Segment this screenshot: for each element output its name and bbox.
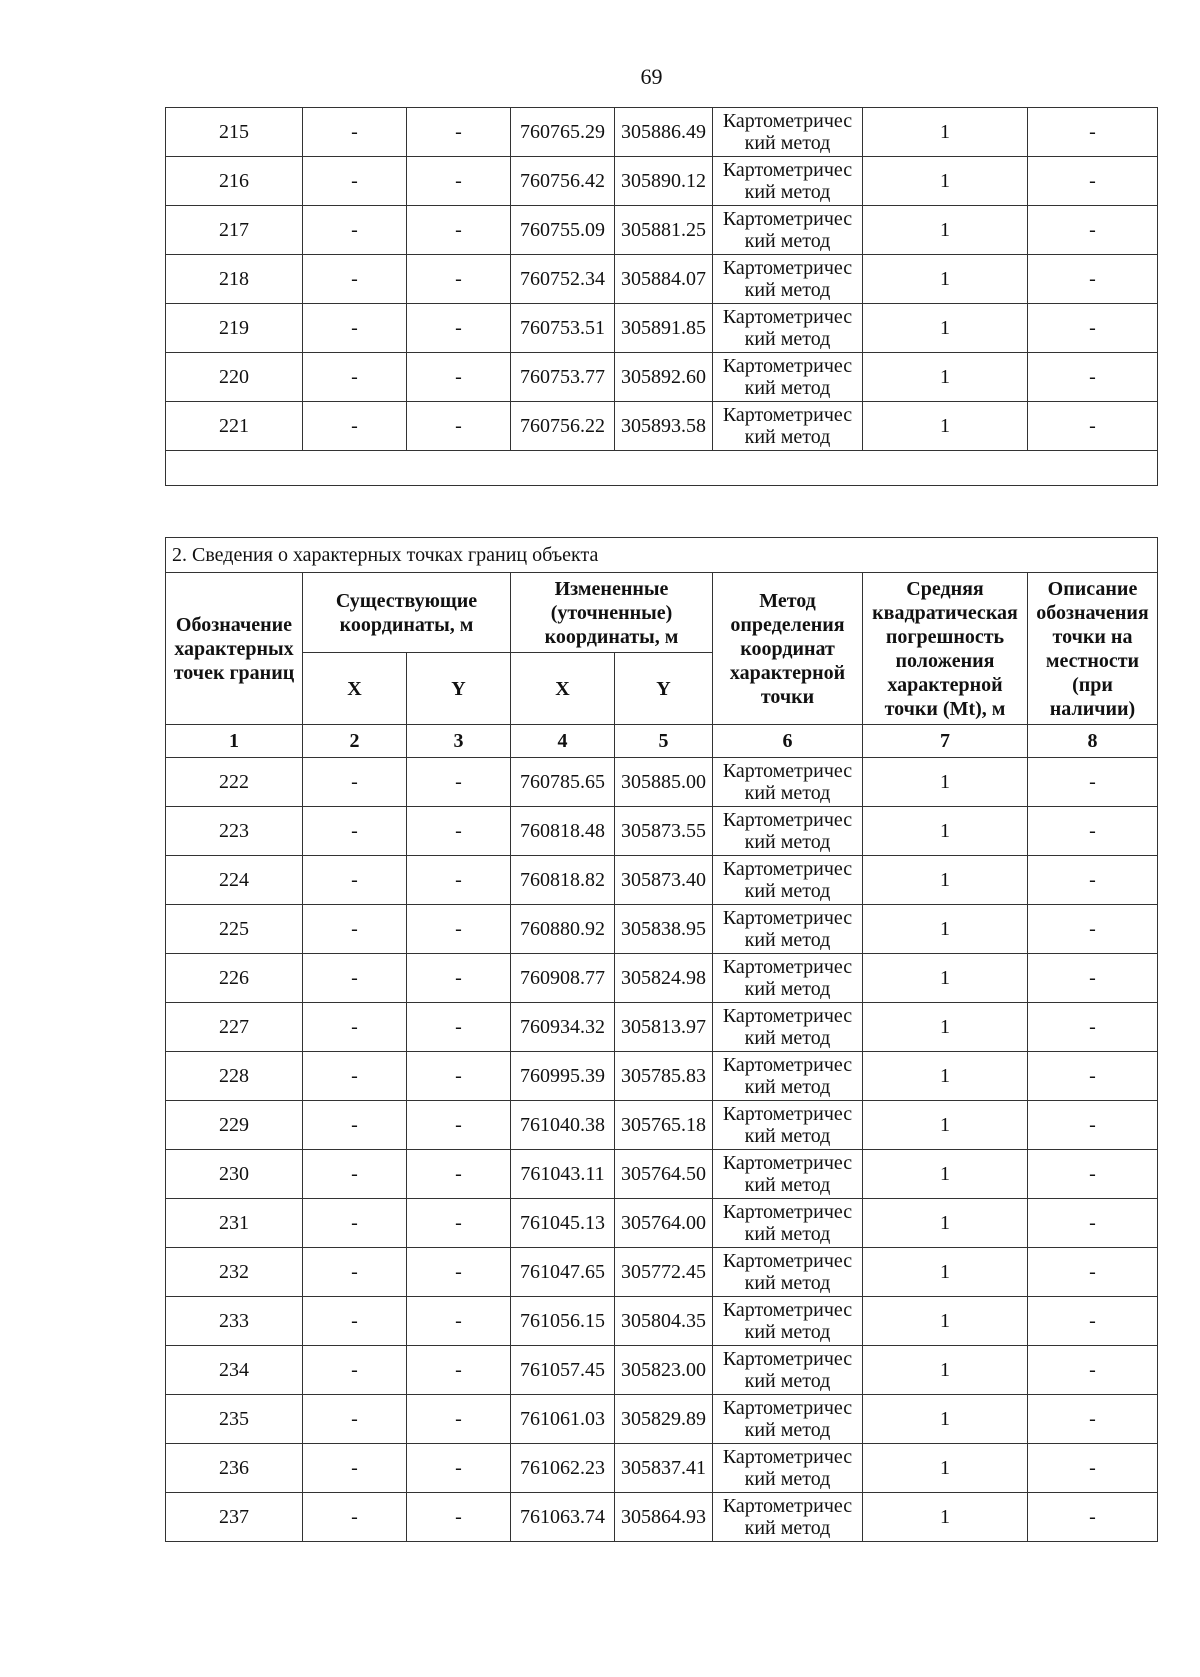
method-line-1: Картометричес xyxy=(722,306,853,328)
description-cell: - xyxy=(1028,1346,1158,1395)
description-cell: - xyxy=(1028,1444,1158,1493)
point-id-cell: 226 xyxy=(166,954,303,1003)
changed-x-cell: 761040.38 xyxy=(511,1101,615,1150)
changed-x-cell: 760765.29 xyxy=(511,108,615,157)
existing-y-cell: - xyxy=(407,905,511,954)
existing-y-cell: - xyxy=(407,255,511,304)
table-row xyxy=(166,304,1158,353)
changed-y-cell: 305873.55 xyxy=(615,807,713,856)
description-cell: - xyxy=(1028,255,1158,304)
changed-y-cell: 305891.85 xyxy=(615,304,713,353)
header-x-changed: X xyxy=(511,653,615,725)
existing-x-cell: - xyxy=(303,1346,407,1395)
existing-x-cell: - xyxy=(303,304,407,353)
existing-y-cell: - xyxy=(407,856,511,905)
method-cell xyxy=(713,1150,863,1199)
method-cell xyxy=(713,1101,863,1150)
error-cell: 1 xyxy=(863,1248,1028,1297)
method-line-1: Картометричес xyxy=(722,1348,853,1370)
existing-x-cell: - xyxy=(303,905,407,954)
method-cell xyxy=(713,402,863,451)
header-y-existing: Y xyxy=(407,653,511,725)
description-cell: - xyxy=(1028,1150,1158,1199)
table-row xyxy=(166,807,1158,856)
changed-y-cell: 305824.98 xyxy=(615,954,713,1003)
existing-y-cell: - xyxy=(407,807,511,856)
method-line-1: Картометричес xyxy=(722,1446,853,1468)
changed-y-cell: 305765.18 xyxy=(615,1101,713,1150)
existing-y-cell: - xyxy=(407,108,511,157)
point-id-cell: 217 xyxy=(166,206,303,255)
method-line-1: Картометричес xyxy=(722,1250,853,1272)
table-row xyxy=(166,1444,1158,1493)
empty-row xyxy=(166,451,1158,486)
header-y-changed: Y xyxy=(615,653,713,725)
existing-x-cell: - xyxy=(303,1199,407,1248)
method-line-1: Картометричес xyxy=(722,110,853,132)
method-cell xyxy=(713,206,863,255)
changed-x-cell: 761056.15 xyxy=(511,1297,615,1346)
point-id-cell: 229 xyxy=(166,1101,303,1150)
point-id-cell: 237 xyxy=(166,1493,303,1542)
changed-x-cell: 760818.48 xyxy=(511,807,615,856)
existing-y-cell: - xyxy=(407,1444,511,1493)
table-row xyxy=(166,1199,1158,1248)
method-line-1: Картометричес xyxy=(722,907,853,929)
table-row xyxy=(166,353,1158,402)
description-cell: - xyxy=(1028,1003,1158,1052)
changed-y-cell: 305804.35 xyxy=(615,1297,713,1346)
method-cell xyxy=(713,1297,863,1346)
changed-y-cell: 305893.58 xyxy=(615,402,713,451)
method-line-2: кий метод xyxy=(744,132,831,154)
method-line-2: кий метод xyxy=(744,1321,831,1343)
changed-x-cell: 760785.65 xyxy=(511,758,615,807)
method-line-2: кий метод xyxy=(744,1027,831,1049)
error-cell: 1 xyxy=(863,905,1028,954)
changed-x-cell: 761045.13 xyxy=(511,1199,615,1248)
existing-x-cell: - xyxy=(303,402,407,451)
existing-x-cell: - xyxy=(303,1444,407,1493)
column-number: 3 xyxy=(407,725,511,758)
method-line-2: кий метод xyxy=(744,1125,831,1147)
existing-x-cell: - xyxy=(303,856,407,905)
description-cell: - xyxy=(1028,1493,1158,1542)
method-line-2: кий метод xyxy=(744,880,831,902)
method-line-2: кий метод xyxy=(744,929,831,951)
description-cell: - xyxy=(1028,206,1158,255)
method-line-1: Картометричес xyxy=(722,1299,853,1321)
existing-x-cell: - xyxy=(303,807,407,856)
method-line-1: Картометричес xyxy=(722,257,853,279)
table-row xyxy=(166,905,1158,954)
changed-y-cell: 305764.00 xyxy=(615,1199,713,1248)
method-cell xyxy=(713,954,863,1003)
table-row xyxy=(166,255,1158,304)
existing-x-cell: - xyxy=(303,1101,407,1150)
table-row xyxy=(166,1346,1158,1395)
error-cell: 1 xyxy=(863,1346,1028,1395)
changed-x-cell: 761061.03 xyxy=(511,1395,615,1444)
method-cell xyxy=(713,1199,863,1248)
changed-x-cell: 760934.32 xyxy=(511,1003,615,1052)
header-error: Средняя квадратическая погрешность положения характерной точки (Mt), м xyxy=(863,573,1028,725)
description-cell: - xyxy=(1028,1199,1158,1248)
description-cell: - xyxy=(1028,1052,1158,1101)
table-row xyxy=(166,856,1158,905)
table-row xyxy=(166,1150,1158,1199)
point-id-cell: 223 xyxy=(166,807,303,856)
existing-y-cell: - xyxy=(407,1052,511,1101)
method-cell xyxy=(713,304,863,353)
existing-x-cell: - xyxy=(303,353,407,402)
changed-y-cell: 305864.93 xyxy=(615,1493,713,1542)
method-line-2: кий метод xyxy=(744,1517,831,1539)
existing-x-cell: - xyxy=(303,1395,407,1444)
method-line-2: кий метод xyxy=(744,1223,831,1245)
point-id-cell: 219 xyxy=(166,304,303,353)
column-number: 2 xyxy=(303,725,407,758)
method-line-2: кий метод xyxy=(744,328,831,350)
error-cell: 1 xyxy=(863,1101,1028,1150)
changed-y-cell: 305772.45 xyxy=(615,1248,713,1297)
error-cell: 1 xyxy=(863,807,1028,856)
changed-x-cell: 760752.34 xyxy=(511,255,615,304)
changed-x-cell: 761057.45 xyxy=(511,1346,615,1395)
error-cell: 1 xyxy=(863,1444,1028,1493)
point-id-cell: 232 xyxy=(166,1248,303,1297)
existing-x-cell: - xyxy=(303,1052,407,1101)
point-id-cell: 224 xyxy=(166,856,303,905)
existing-y-cell: - xyxy=(407,1150,511,1199)
changed-x-cell: 760755.09 xyxy=(511,206,615,255)
method-line-1: Картометричес xyxy=(722,159,853,181)
method-cell xyxy=(713,856,863,905)
method-cell xyxy=(713,807,863,856)
method-cell xyxy=(713,255,863,304)
existing-x-cell: - xyxy=(303,954,407,1003)
changed-x-cell: 760995.39 xyxy=(511,1052,615,1101)
description-cell: - xyxy=(1028,304,1158,353)
changed-x-cell: 760880.92 xyxy=(511,905,615,954)
description-cell: - xyxy=(1028,353,1158,402)
method-line-2: кий метод xyxy=(744,978,831,1000)
header-point-label: Обозначение характерных точек границ xyxy=(166,573,303,725)
method-line-2: кий метод xyxy=(744,377,831,399)
method-line-1: Картометричес xyxy=(722,404,853,426)
method-cell xyxy=(713,353,863,402)
changed-x-cell: 760818.82 xyxy=(511,856,615,905)
changed-y-cell: 305885.00 xyxy=(615,758,713,807)
method-cell xyxy=(713,905,863,954)
changed-y-cell: 305886.49 xyxy=(615,108,713,157)
changed-x-cell: 761062.23 xyxy=(511,1444,615,1493)
method-line-2: кий метод xyxy=(744,1076,831,1098)
changed-y-cell: 305837.41 xyxy=(615,1444,713,1493)
existing-y-cell: - xyxy=(407,402,511,451)
existing-x-cell: - xyxy=(303,1297,407,1346)
column-number: 7 xyxy=(863,725,1028,758)
changed-x-cell: 761043.11 xyxy=(511,1150,615,1199)
point-id-cell: 234 xyxy=(166,1346,303,1395)
point-id-cell: 231 xyxy=(166,1199,303,1248)
existing-x-cell: - xyxy=(303,1150,407,1199)
existing-y-cell: - xyxy=(407,1493,511,1542)
method-cell xyxy=(713,157,863,206)
column-number: 5 xyxy=(615,725,713,758)
existing-y-cell: - xyxy=(407,758,511,807)
error-cell: 1 xyxy=(863,1003,1028,1052)
existing-x-cell: - xyxy=(303,758,407,807)
method-cell xyxy=(713,758,863,807)
error-cell: 1 xyxy=(863,1493,1028,1542)
method-line-1: Картометричес xyxy=(722,809,853,831)
existing-y-cell: - xyxy=(407,1101,511,1150)
header-changed-coords: Измененные (уточненные) координаты, м xyxy=(511,573,713,653)
column-number: 4 xyxy=(511,725,615,758)
method-line-1: Картометричес xyxy=(722,1103,853,1125)
error-cell: 1 xyxy=(863,353,1028,402)
method-line-1: Картометричес xyxy=(722,1397,853,1419)
existing-y-cell: - xyxy=(407,157,511,206)
point-id-cell: 220 xyxy=(166,353,303,402)
changed-y-cell: 305823.00 xyxy=(615,1346,713,1395)
existing-y-cell: - xyxy=(407,954,511,1003)
method-line-2: кий метод xyxy=(744,1272,831,1294)
changed-x-cell: 760753.77 xyxy=(511,353,615,402)
point-id-cell: 221 xyxy=(166,402,303,451)
existing-y-cell: - xyxy=(407,1003,511,1052)
column-number: 6 xyxy=(713,725,863,758)
method-line-2: кий метод xyxy=(744,782,831,804)
changed-y-cell: 305764.50 xyxy=(615,1150,713,1199)
section-title: 2. Сведения о характерных точках границ объекта xyxy=(166,538,1158,573)
section-title-row xyxy=(166,538,1158,573)
error-cell: 1 xyxy=(863,157,1028,206)
method-line-1: Картометричес xyxy=(722,760,853,782)
method-line-1: Картометричес xyxy=(722,208,853,230)
table-row xyxy=(166,1052,1158,1101)
point-id-cell: 227 xyxy=(166,1003,303,1052)
error-cell: 1 xyxy=(863,758,1028,807)
error-cell: 1 xyxy=(863,856,1028,905)
existing-y-cell: - xyxy=(407,1248,511,1297)
point-id-cell: 230 xyxy=(166,1150,303,1199)
error-cell: 1 xyxy=(863,954,1028,1003)
error-cell: 1 xyxy=(863,255,1028,304)
header-existing-coords: Существующие координаты, м xyxy=(303,573,511,653)
method-cell xyxy=(713,108,863,157)
description-cell: - xyxy=(1028,402,1158,451)
error-cell: 1 xyxy=(863,402,1028,451)
table-row xyxy=(166,402,1158,451)
error-cell: 1 xyxy=(863,1150,1028,1199)
method-line-2: кий метод xyxy=(744,1468,831,1490)
point-id-cell: 215 xyxy=(166,108,303,157)
header-description: Описание обозначения точки на местности (при наличии) xyxy=(1028,573,1158,725)
existing-y-cell: - xyxy=(407,1297,511,1346)
error-cell: 1 xyxy=(863,1395,1028,1444)
table-row xyxy=(166,1297,1158,1346)
method-cell xyxy=(713,1003,863,1052)
page-number: 69 xyxy=(640,64,663,89)
point-id-cell: 225 xyxy=(166,905,303,954)
method-cell xyxy=(713,1346,863,1395)
method-cell xyxy=(713,1248,863,1297)
existing-y-cell: - xyxy=(407,206,511,255)
method-cell xyxy=(713,1395,863,1444)
method-line-2: кий метод xyxy=(744,831,831,853)
description-cell: - xyxy=(1028,1248,1158,1297)
existing-y-cell: - xyxy=(407,1395,511,1444)
changed-y-cell: 305813.97 xyxy=(615,1003,713,1052)
method-line-2: кий метод xyxy=(744,426,831,448)
existing-y-cell: - xyxy=(407,304,511,353)
existing-x-cell: - xyxy=(303,1003,407,1052)
point-id-cell: 233 xyxy=(166,1297,303,1346)
column-number: 8 xyxy=(1028,725,1158,758)
table-row xyxy=(166,157,1158,206)
method-line-1: Картометричес xyxy=(722,956,853,978)
method-line-1: Картометричес xyxy=(722,1201,853,1223)
existing-y-cell: - xyxy=(407,1199,511,1248)
error-cell: 1 xyxy=(863,1199,1028,1248)
method-line-1: Картометричес xyxy=(722,1152,853,1174)
header-method: Метод определения координат характерной точки xyxy=(713,573,863,725)
column-number: 1 xyxy=(166,725,303,758)
method-line-1: Картометричес xyxy=(722,355,853,377)
error-cell: 1 xyxy=(863,1052,1028,1101)
changed-y-cell: 305829.89 xyxy=(615,1395,713,1444)
table-row xyxy=(166,1101,1158,1150)
changed-y-cell: 305884.07 xyxy=(615,255,713,304)
error-cell: 1 xyxy=(863,108,1028,157)
existing-y-cell: - xyxy=(407,353,511,402)
description-cell: - xyxy=(1028,1297,1158,1346)
method-line-1: Картометричес xyxy=(722,1054,853,1076)
changed-y-cell: 305881.25 xyxy=(615,206,713,255)
table-row xyxy=(166,206,1158,255)
point-id-cell: 236 xyxy=(166,1444,303,1493)
method-line-2: кий метод xyxy=(744,230,831,252)
error-cell: 1 xyxy=(863,1297,1028,1346)
description-cell: - xyxy=(1028,157,1158,206)
description-cell: - xyxy=(1028,807,1158,856)
method-line-1: Картометричес xyxy=(722,1005,853,1027)
table-row xyxy=(166,1248,1158,1297)
changed-x-cell: 761047.65 xyxy=(511,1248,615,1297)
method-line-1: Картометричес xyxy=(722,1495,853,1517)
changed-x-cell: 761063.74 xyxy=(511,1493,615,1542)
existing-x-cell: - xyxy=(303,157,407,206)
description-cell: - xyxy=(1028,856,1158,905)
method-cell xyxy=(713,1444,863,1493)
description-cell: - xyxy=(1028,954,1158,1003)
changed-y-cell: 305890.12 xyxy=(615,157,713,206)
method-line-2: кий метод xyxy=(744,279,831,301)
point-id-cell: 235 xyxy=(166,1395,303,1444)
method-cell xyxy=(713,1493,863,1542)
existing-x-cell: - xyxy=(303,255,407,304)
points-table-continued xyxy=(165,107,1158,486)
header-x-existing: X xyxy=(303,653,407,725)
table-row xyxy=(166,954,1158,1003)
table-row xyxy=(166,758,1158,807)
description-cell: - xyxy=(1028,1395,1158,1444)
changed-x-cell: 760756.42 xyxy=(511,157,615,206)
existing-x-cell: - xyxy=(303,206,407,255)
method-line-2: кий метод xyxy=(744,1419,831,1441)
table-row xyxy=(166,1003,1158,1052)
method-line-2: кий метод xyxy=(744,181,831,203)
changed-y-cell: 305785.83 xyxy=(615,1052,713,1101)
existing-x-cell: - xyxy=(303,1493,407,1542)
points-table xyxy=(165,537,1158,1542)
point-id-cell: 216 xyxy=(166,157,303,206)
method-line-1: Картометричес xyxy=(722,858,853,880)
description-cell: - xyxy=(1028,758,1158,807)
error-cell: 1 xyxy=(863,206,1028,255)
column-numbers-row xyxy=(166,725,1158,758)
description-cell: - xyxy=(1028,905,1158,954)
changed-y-cell: 305873.40 xyxy=(615,856,713,905)
table-row xyxy=(166,1395,1158,1444)
changed-y-cell: 305892.60 xyxy=(615,353,713,402)
point-id-cell: 222 xyxy=(166,758,303,807)
method-line-2: кий метод xyxy=(744,1370,831,1392)
changed-y-cell: 305838.95 xyxy=(615,905,713,954)
point-id-cell: 228 xyxy=(166,1052,303,1101)
changed-x-cell: 760753.51 xyxy=(511,304,615,353)
point-id-cell: 218 xyxy=(166,255,303,304)
description-cell: - xyxy=(1028,108,1158,157)
existing-y-cell: - xyxy=(407,1346,511,1395)
existing-x-cell: - xyxy=(303,108,407,157)
existing-x-cell: - xyxy=(303,1248,407,1297)
changed-x-cell: 760908.77 xyxy=(511,954,615,1003)
error-cell: 1 xyxy=(863,304,1028,353)
table-row xyxy=(166,1493,1158,1542)
method-line-2: кий метод xyxy=(744,1174,831,1196)
table-row xyxy=(166,108,1158,157)
description-cell: - xyxy=(1028,1101,1158,1150)
changed-x-cell: 760756.22 xyxy=(511,402,615,451)
method-cell xyxy=(713,1052,863,1101)
